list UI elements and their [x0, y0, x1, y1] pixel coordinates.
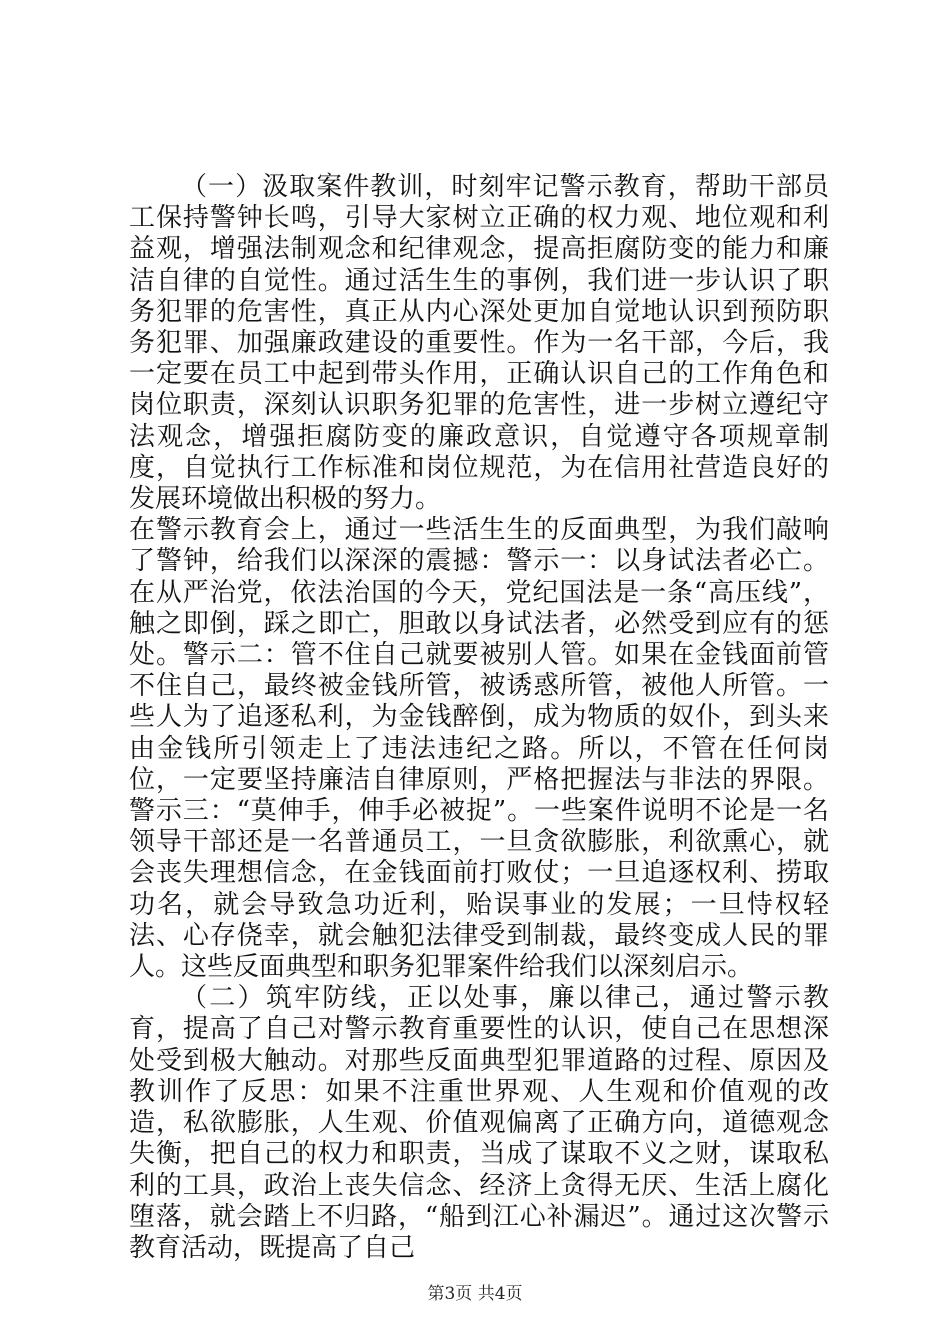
paragraph-lesson-one: （一）汲取案件教训，时刻牢记警示教育，帮助干部员工保持警钟长鸣，引导大家树立正确的权力观、地位观和利益观，增强法制观念和纪律观念，提高拒腐防变的能力和廉洁自律的自觉性。通过活生生的事例，我们进一步认识了职务犯罪的危害性，真正从内心深处更加自觉地认识到预防职务犯罪、加强廉政建设的重要性。作为一名干部，今后，我一定要在员工中起到带头作用，正确认识自己的工作角色和岗位职责，深刻认识职务犯罪的危害性，进一步树立遵纪守法观念，增强拒腐防变的廉政意识，自觉遵守各项规章制度，自觉执行工作标准和岗位规范，为在信用社营造良好的发展环境做出积极的努力。 — [129, 172, 829, 515]
paragraph-lesson-two: （二）筑牢防线，正以处事，廉以律己，通过警示教育，提高了自己对警示教育重要性的认识，使自己在思想深处受到极大触动。对那些反面典型犯罪道路的过程、原因及教训作了反思：如果不注重世界观、人生观和价值观的改造，私欲膨胀，人生观、价值观偏离了正确方向，道德观念失衡，把自己的权力和职责，当成了谋取不义之财，谋取私利的工具，政治上丧失信念、经济上贪得无厌、生活上腐化堕落，就会踏上不归路，“船到江心补漏迟”。通过这次警示教育活动，既提高了自己 — [129, 983, 829, 1263]
page-number-footer: 第3页 共4页 — [427, 1284, 523, 1304]
document-body — [129, 172, 829, 1264]
paragraph-warnings: 在警示教育会上，通过一些活生生的反面典型，为我们敲响了警钟，给我们以深深的震撼：警示一：以身试法者必亡。在从严治党，依法治国的今天，党纪国法是一条“高压线”，触之即倒，踩之即亡，胆敢以身试法者，必然受到应有的惩处。警示二：管不住自己就要被别人管。如果在金钱面前管不住自己，最终被金钱所管，被诱惑所管，被他人所管。一些人为了追逐私利，为金钱醉倒，成为物质的奴仆，到头来由金钱所引领走上了违法违纪之路。所以，不管在任何岗位，一定要坚持廉洁自律原则，严格把握法与非法的界限。警示三：“莫伸手，伸手必被捉”。一些案件说明不论是一名领导干部还是一名普通员工，一旦贪欲膨胀，利欲熏心，就会丧失理想信念，在金钱面前打败仗；一旦追逐权利、捞取功名，就会导致急功近利，贻误事业的发展；一旦恃权轻法、心存侥幸，就会触犯法律受到制裁，最终变成人民的罪人。这些反面典型和职务犯罪案件给我们以深刻启示。 — [129, 515, 829, 983]
